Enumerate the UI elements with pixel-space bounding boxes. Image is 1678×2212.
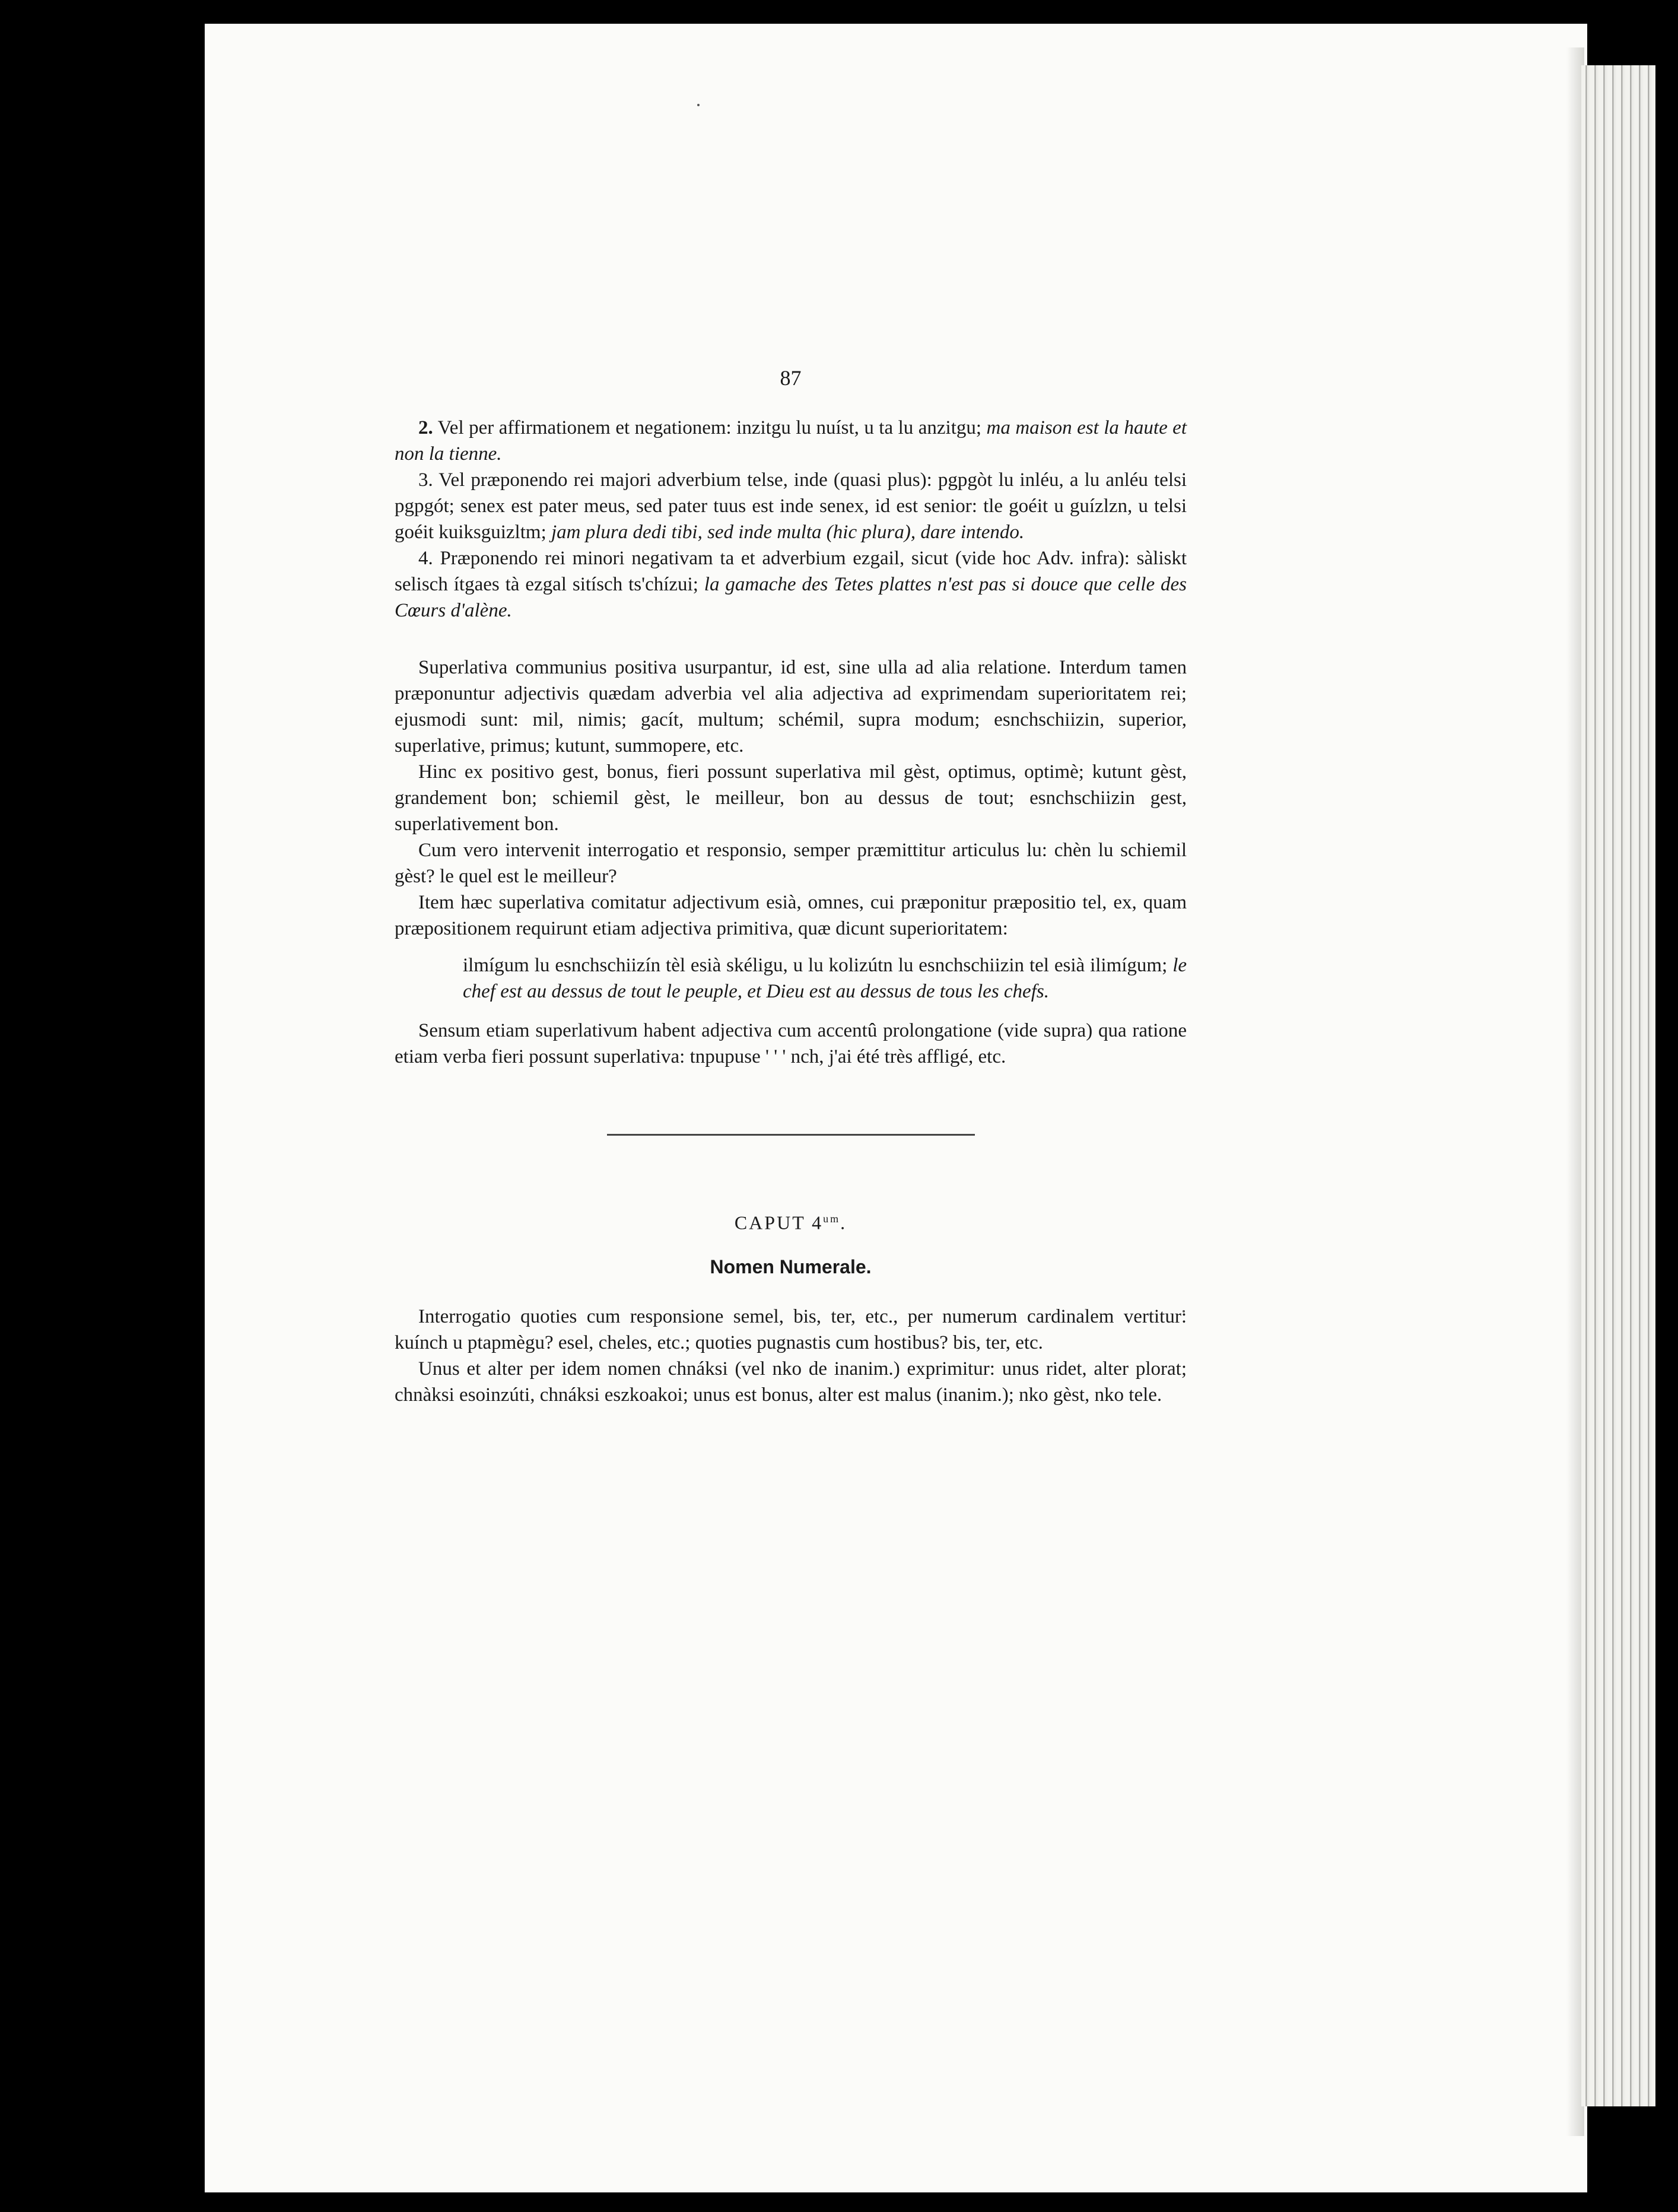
page-number: 87 <box>780 366 802 390</box>
chapter-sup: um <box>823 1213 841 1225</box>
item-2 <box>395 415 1187 467</box>
item-text: Vel per affirmationem et negationem: inzitgu lu nuíst, u ta lu anzitgu; <box>437 417 987 438</box>
section-divider <box>607 1134 975 1136</box>
chapter-heading: Nomen Numerale. <box>710 1256 872 1277</box>
item-text: Vel præponendo rei majori adverbium telse, inde (quasi plus): pgpgòt lu inléu, a lu anléu telsi pgpgót; senex est pater meus, sed pater tuus est inde senex, id est senior: tle goéit u guízlzn, u telsi goéit kuiksguizltm; <box>395 469 1187 543</box>
example-quote <box>395 952 1187 1005</box>
item-italic: la gamache des Tetes plattes n'est pas si douce que celle des Cœurs d'alène. <box>395 574 1187 621</box>
item-4 <box>395 545 1187 624</box>
item-label: 4. <box>418 548 433 569</box>
paragraph: Sensum etiam superlativum habent adjectiva cum accentû prolongatione (vide supra) qua ratione etiam verba fieri possunt superlativa: tnpupuse ' ' ' nch, j'ai été très affligé, etc. <box>395 1020 1187 1067</box>
paragraph: Item hæc superlativa comitatur adjectivum esià, omnes, cui præponitur præpositio tel, ex, quam præpositionem requirunt etiam adjectiva primitiva, quæ dicunt superioritatem: <box>395 892 1187 939</box>
paragraph: Hinc ex positivo gest, bonus, fieri possunt superlativa mil gèst, optimus, optimè; kutunt gèst, grandement bon; schiemil gèst, le meilleur, bon au dessus de tout; esnchschiizin gest, superlativement bon. <box>395 761 1187 835</box>
item-label: 2. <box>418 417 433 438</box>
paragraph: Unus et alter per idem nomen chnáksi (vel nko de inanim.) exprimitur: unus ridet, alter plorat; chnàksi esoinzúti, chnáksi eszkoakoi; unus est bonus, alter est malus (inanim.); nko gèst, nko tele. <box>395 1358 1187 1406</box>
item-3 <box>395 467 1187 545</box>
chapter-text: CAPUT 4 <box>734 1212 824 1234</box>
quote-text: ilmígum lu esnchschiizín tèl esià skéligu, u lu kolizútn lu esnchschiizin tel esià ilimígum; <box>463 955 1168 976</box>
item-italic: ma maison est la haute et non la tienne. <box>395 417 1187 465</box>
page-content <box>395 365 1187 1408</box>
item-italic: jam plura dedi tibi, sed inde multa (hic plura), dare intendo. <box>551 522 1025 543</box>
item-label: 3. <box>418 469 433 491</box>
paragraph: Superlativa communius positiva usurpantur, id est, sine ulla ad alia relatione. Interdum tamen præponuntur adjectivis quædam adverbia vel alia adjectiva ad exprimendam superioritatem rei; ejusmodi sunt: mil, nimis; gacít, multum; schémil, supra modum; esnchschiizin, superior, superlative, primus; kutunt, summopere, etc. <box>395 657 1187 757</box>
paragraph: Cum vero intervenit interrogatio et responsio, semper præmittitur articulus lu: chèn lu schiemil gèst? le quel est le meilleur? <box>395 840 1187 887</box>
chapter-label: CAPUT $4^{um}$. <box>734 1212 847 1234</box>
item-text: Præponendo rei minori negativam ta et adverbium ezgail, sicut (vide hoc Adv. infra): sàliskt selisch ítgaes tà ezgal sitísch ts'chízui; <box>395 548 1187 595</box>
speck <box>697 104 700 106</box>
page-stack-edge <box>1581 65 1655 2106</box>
paragraph: Interrogatio quoties cum responsione semel, bis, ter, etc., per numerum cardinalem vertitur: kuínch u ptapmègu? esel, cheles, etc.; quoties pugnastis cum hostibus? bis, ter, etc. <box>395 1305 1187 1353</box>
quote-italic: le chef est au dessus de tout le peuple, et Dieu est au dessus de tous les chefs. <box>463 955 1187 1002</box>
